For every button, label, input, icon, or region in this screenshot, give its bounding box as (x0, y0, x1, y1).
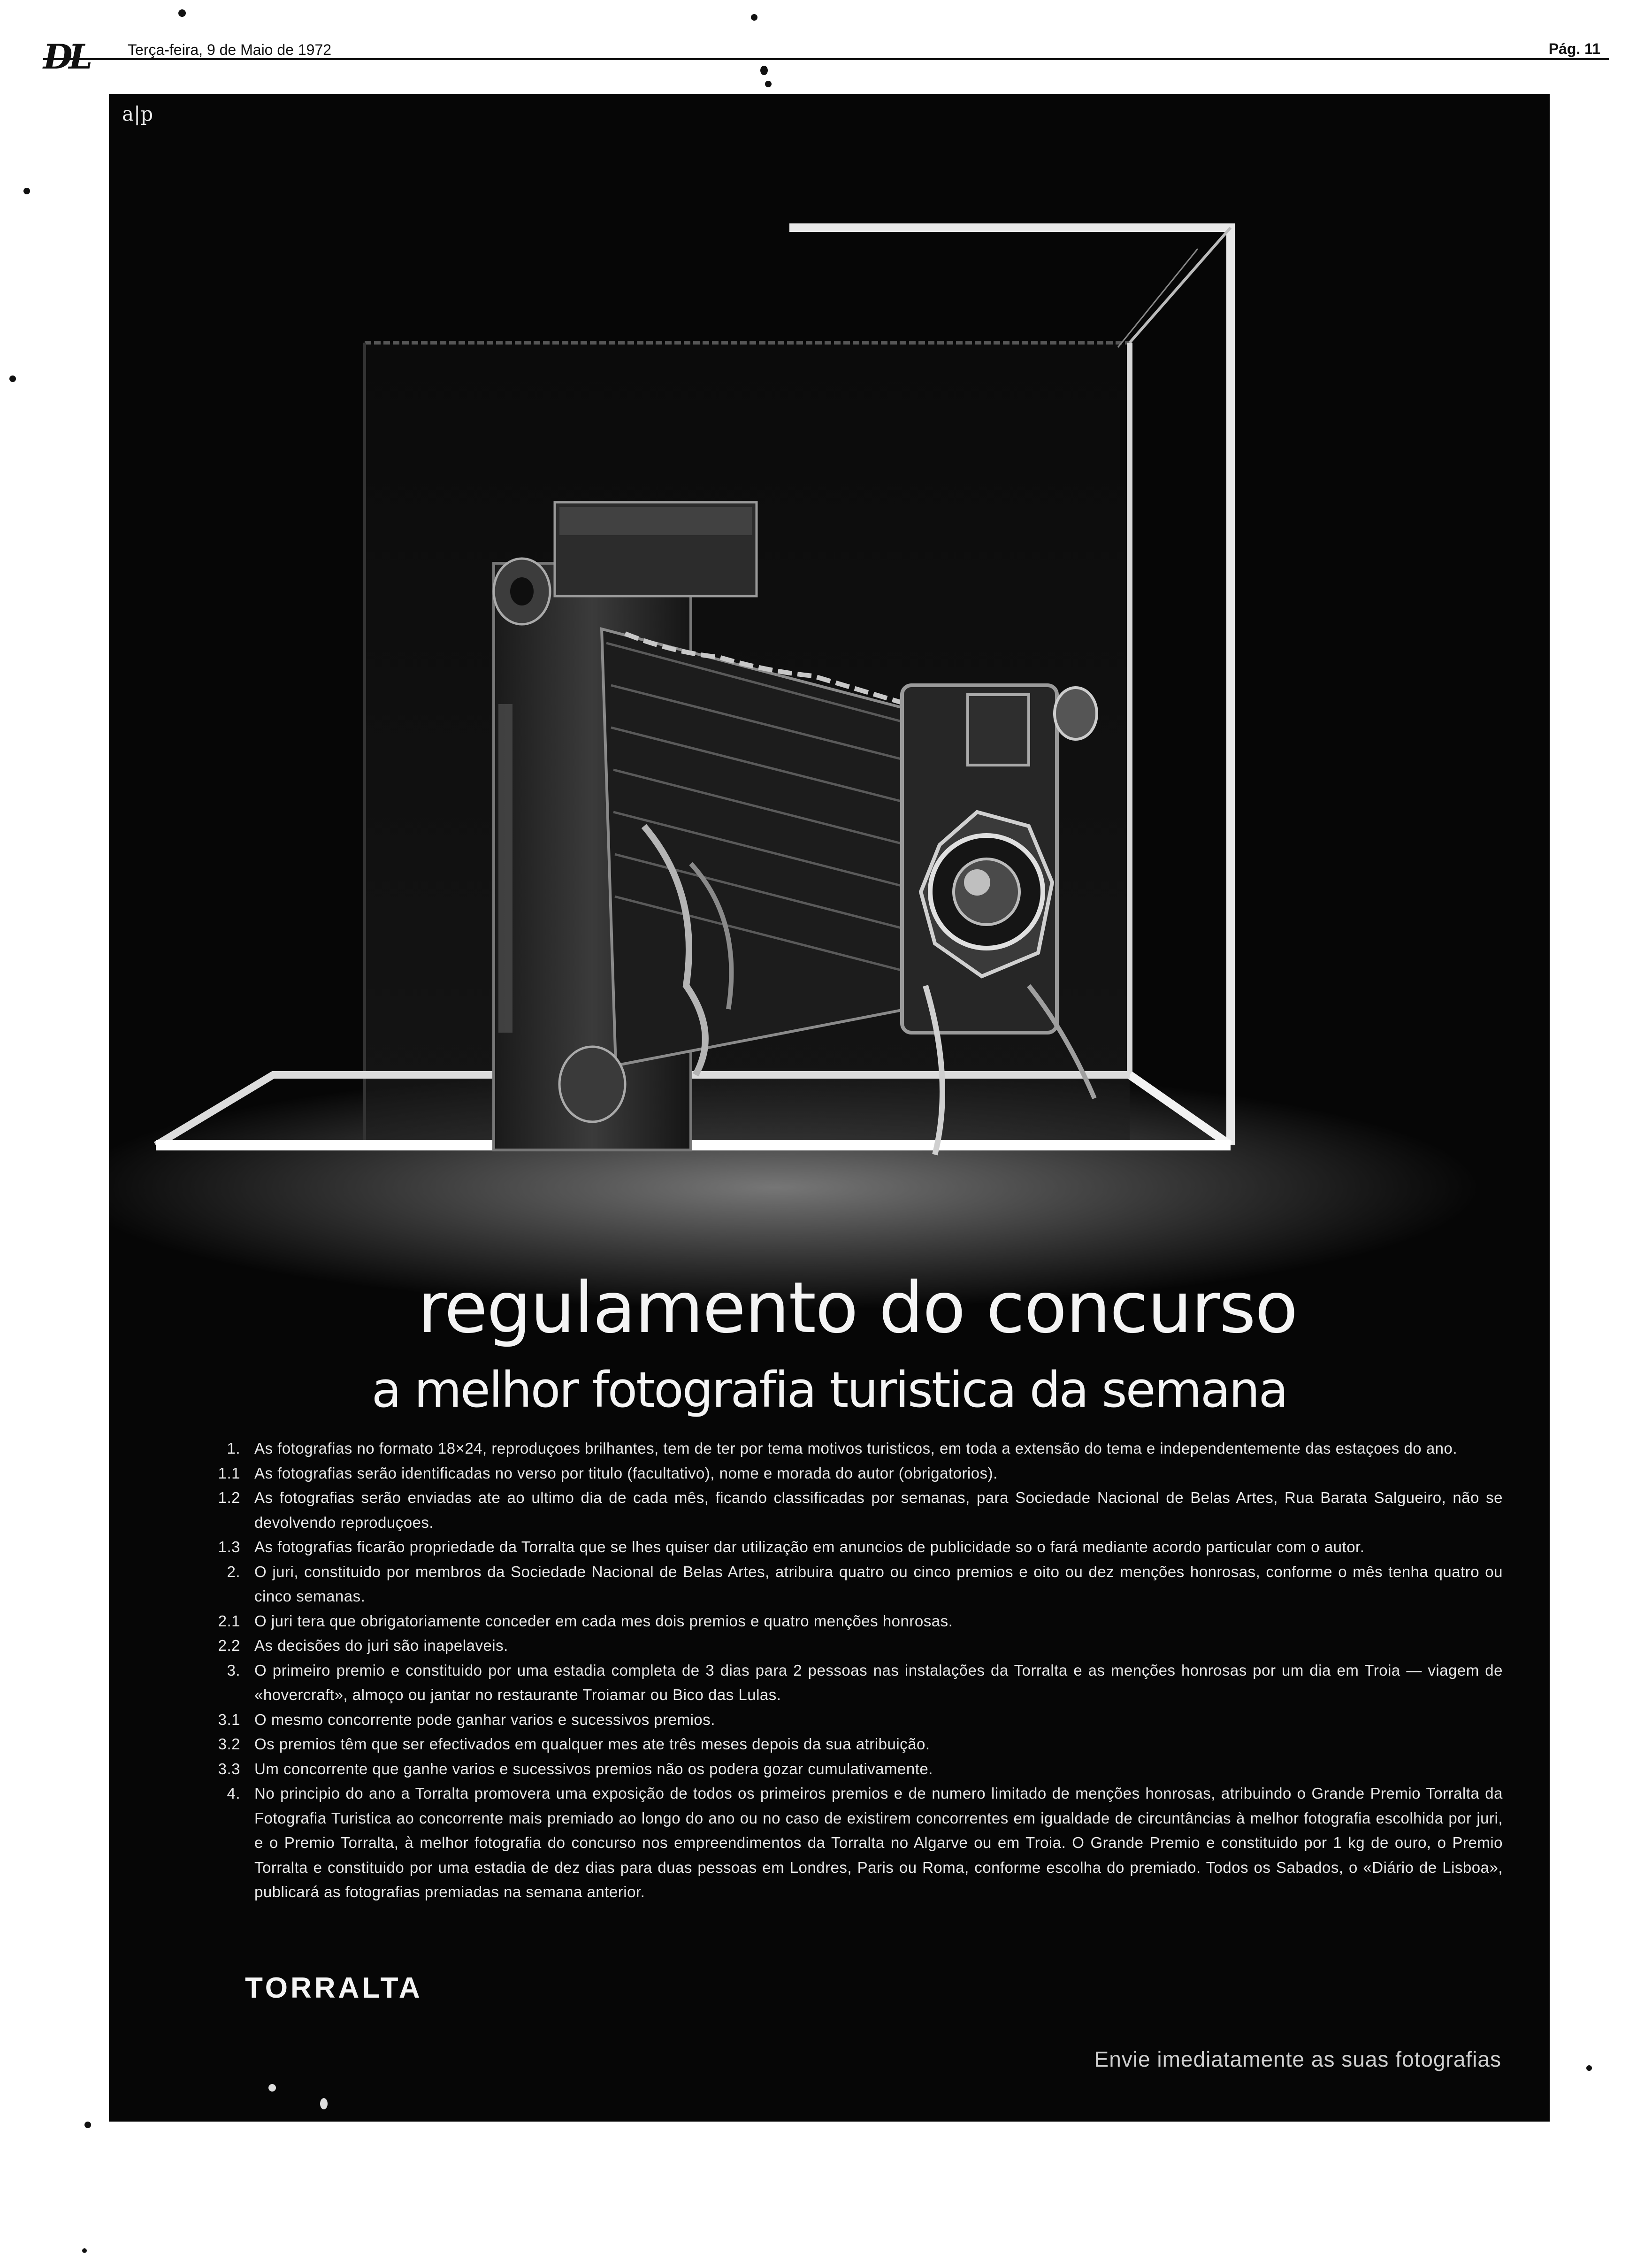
rule-item (198, 1708, 1503, 1732)
rule-item (198, 1560, 1503, 1609)
scan-speck (765, 81, 772, 87)
rule-item (198, 1633, 1503, 1658)
rule-item (198, 1461, 1503, 1486)
rule-text: As decisões do juri são inapelaveis. (254, 1637, 508, 1654)
scan-speck (268, 2084, 276, 2092)
rule-number: 4. (227, 1785, 240, 1802)
contest-rules (198, 1436, 1503, 1905)
scan-speck (84, 2122, 91, 2128)
ad-subheadline: a melhor fotografia turistica da semana (371, 1361, 1287, 1418)
vintage-camera-in-glass-cube-photo (109, 94, 1550, 1314)
rule-number: 3. (227, 1661, 240, 1679)
rule-item (198, 1658, 1503, 1708)
rule-number: 2. (227, 1563, 240, 1580)
rule-number: 3.2 (218, 1735, 240, 1753)
rule-item (198, 1732, 1503, 1757)
torralta-brand-logo: TORRALTA (245, 1972, 423, 2004)
rule-number: 1.1 (218, 1464, 240, 1482)
rule-item (198, 1781, 1503, 1905)
ad-tagline: Envie imediatamente as suas fotografias (1094, 2047, 1501, 2071)
rule-item (198, 1486, 1503, 1535)
rule-number: 1. (227, 1440, 240, 1457)
rule-text: As fotografias serão identificadas no verso por titulo (facultativo), nome e morada do autor (obrigatorios). (254, 1464, 998, 1482)
rule-text: As fotografias ficarão propriedade da Torralta que se lhes quiser dar utilização em anuncios de publicidade so o fará mediante acordo particular com o autor. (254, 1538, 1365, 1556)
rule-number: 2.1 (218, 1612, 240, 1630)
rule-text: Um concorrente que ganhe varios e sucessivos premios não os podera gozar cumulativamente. (254, 1760, 933, 1778)
ad-headline: regulamento do concurso (418, 1267, 1297, 1349)
scan-speck (1586, 2065, 1592, 2071)
rule-text: O juri, constituido por membros da Sociedade Nacional de Belas Artes, atribuira quatro ou cinco premios e oito ou dez menções honrosas, conforme o mês tenha quatro ou cinco semanas. (254, 1563, 1503, 1605)
rule-text: O primeiro premio e constituido por uma estadia completa de 3 dias para 2 pessoas nas instalações da Torralta e as menções honrosas por um dia em Troia — viagem de «hovercraft», almoço ou jantar no restaurante Troiamar ou Bico das Lulas. (254, 1661, 1503, 1703)
page-number: Pág. 11 (1548, 40, 1600, 57)
scan-speck (9, 376, 16, 382)
rule-text: As fotografias serão enviadas ate ao ultimo dia de cada mês, ficando classificadas por semanas, para Sociedade Nacional de Belas Artes, Rua Barata Salgueiro, não se devolvendo reproduçoes. (254, 1489, 1503, 1531)
scan-speck (82, 2248, 87, 2253)
torralta-advertisement (109, 94, 1550, 2122)
scan-speck (178, 9, 186, 17)
rule-item (198, 1436, 1503, 1461)
rule-number: 3.3 (218, 1760, 240, 1778)
rule-text: As fotografias no formato 18×24, reproduçoes brilhantes, tem de ter por tema motivos turisticos, em toda a extensão do tema e independentemente das estaçoes do ano. (254, 1440, 1458, 1457)
newspaper-masthead-logo: DL (43, 37, 89, 77)
issue-date: Terça-feira, 9 de Maio de 1972 (128, 41, 332, 58)
agency-logo: a|p (122, 102, 153, 125)
scan-speck (320, 2098, 328, 2109)
scan-speck (751, 14, 757, 21)
rule-item (198, 1757, 1503, 1782)
rule-item (198, 1609, 1503, 1634)
rule-text: O juri tera que obrigatoriamente conceder em cada mes dois premios e quatro menções honrosas. (254, 1612, 953, 1630)
rule-text: O mesmo concorrente pode ganhar varios e sucessivos premios. (254, 1710, 715, 1728)
scan-speck (760, 66, 768, 75)
rule-text: Os premios têm que ser efectivados em qualquer mes ate três meses depois da sua atribuição. (254, 1735, 930, 1753)
header-divider (43, 58, 1609, 60)
rule-number: 2.2 (218, 1637, 240, 1654)
scan-speck (23, 188, 30, 194)
rule-text: No principio do ano a Torralta promovera uma exposição de todos os primeiros premios e de numero limitado de menções honrosas, atribuindo o Grande Premio Torralta da Fotografia Turistica ao concorrente mais premiado ao longo do ano ou no caso de existirem concorrentes em igualdade de circuntâncias à melhor fotografia escolhida por juri, e o Premio Torralta, à melhor fotografia do concurso nos empreendimentos da Torralta no Algarve ou em Troia. O Grande Premio e constituido por 1 kg de ouro, o Premio Torralta e constituido por uma estadia de dez dias para duas pessoas em Londres, Paris ou Roma, conforme escolha do premiado. Todos os Sabados, o «Diário de Lisboa», publicará as fotografias premiadas na semana anterior. (254, 1785, 1503, 1900)
rule-number: 1.2 (218, 1489, 240, 1506)
rule-item (198, 1535, 1503, 1560)
rule-number: 1.3 (218, 1538, 240, 1556)
rule-number: 3.1 (218, 1710, 240, 1728)
